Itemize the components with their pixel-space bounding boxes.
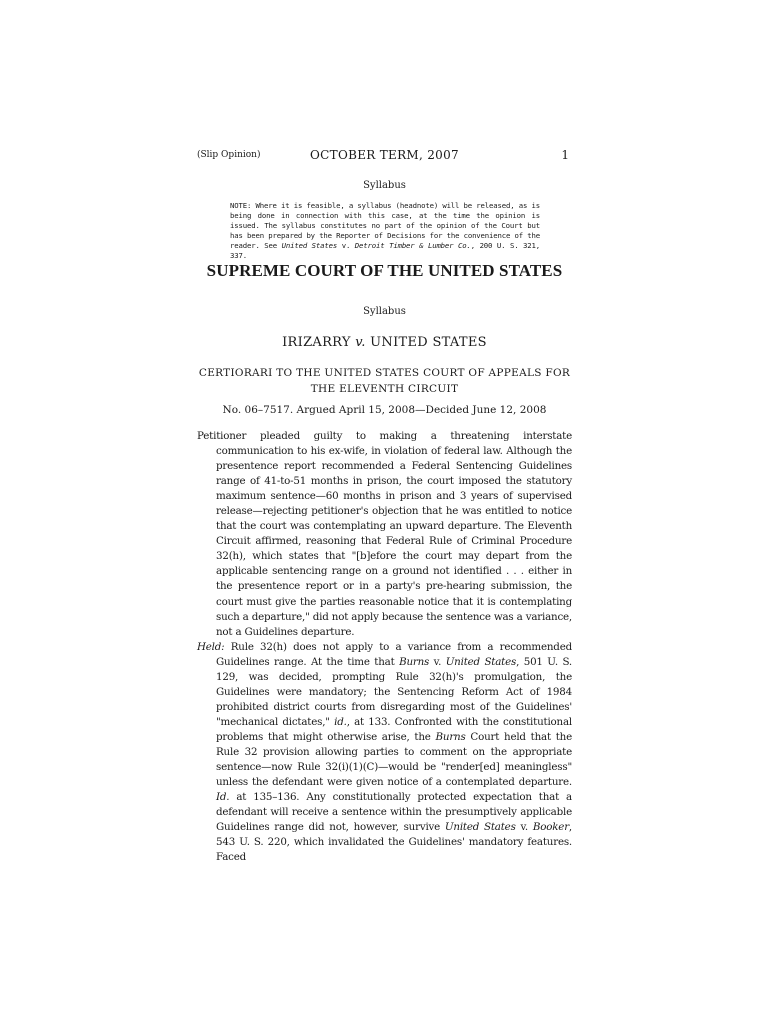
citation-id: id. <box>334 715 347 728</box>
term-label: OCTOBER TERM, 2007 <box>310 148 459 162</box>
held-text: v. <box>515 821 533 834</box>
certiorari-line-1: CERTIORARI TO THE UNITED STATES COURT OF APPEALS FOR <box>198 367 571 379</box>
case-caption <box>197 335 572 350</box>
court-title: SUPREME COURT OF THE UNITED STATES <box>206 261 563 280</box>
note-cite-party-1: United States <box>281 241 338 250</box>
case-respondent: UNITED STATES <box>370 335 487 350</box>
case-versus: v. <box>355 335 366 350</box>
holding-paragraph <box>197 640 572 866</box>
held-text: v. <box>429 655 446 668</box>
page-number: 1 <box>561 148 569 162</box>
slip-opinion-label: (Slip Opinion) <box>197 150 261 160</box>
note-cite-party-2: Detroit Timber & Lumber Co. <box>354 241 471 250</box>
certiorari-line-2: THE ELEVENTH CIRCUIT <box>310 383 459 395</box>
case-name-united-states: United States <box>445 655 517 668</box>
case-petitioner: IRIZARRY <box>282 335 351 350</box>
note-text: NOTE: Where it is feasible, a syllabus (headnote) will be released, as is being done in connection with this case, at the time the opinion is issued. The syllabus constitutes no part of the opinion of the Court but has been prepared by the Reporter of Decisions for the convenience of the reader. See <box>230 201 540 250</box>
case-name-booker: Booker <box>532 821 569 834</box>
syllabus-header: Syllabus <box>363 180 406 191</box>
held-text: , at 133. Confronted with the constitutional problems that might otherwise arise, the <box>216 715 572 743</box>
note-cite-v: v. <box>337 241 355 250</box>
held-text: Rule 32(h) does not apply to a variance from a recommended Guidelines range. At the time that <box>216 640 572 668</box>
held-text: Court held that the Rule 32 provision allowing parties to comment on the appropriate sentence—now Rule 32(i)(1)(C)—would be "render[ed] meaningless" unless the defendant were given notice of a contemplated departure. <box>216 730 572 789</box>
reporter-note <box>230 201 540 261</box>
case-name-united-states: United States <box>444 821 516 834</box>
held-text: , 543 U. S. 220, which invalidated the Guidelines' mandatory features. Faced <box>216 821 572 864</box>
running-header <box>197 148 572 164</box>
case-name-burns: Burns <box>399 655 430 668</box>
held-text: , 501 U. S. 129, was decided, prompting Rule 32(h)'s promulgation, the Guidelines were mandatory; the Sentencing Reform Act of 1984 prohibited district courts from disregarding most of the Guidelines' "mechanical dictates," <box>216 655 573 728</box>
case-name-burns: Burns <box>435 730 466 743</box>
certiorari-statement <box>197 365 572 397</box>
docket-line: No. 06–7517. Argued April 15, 2008—Decided June 12, 2008 <box>222 404 547 416</box>
syllabus-body <box>197 429 572 865</box>
syllabus-subheading: Syllabus <box>363 306 406 317</box>
note-cite-reporter: , 200 U. S. 321, 337. <box>230 241 540 260</box>
held-label: Held: <box>197 640 225 653</box>
held-text: at 135–136. Any constitutionally protected expectation that a defendant will receive a sentence within the presumptively applicable Guidelines range did not, however, survive <box>216 791 572 834</box>
facts-paragraph: Petitioner pleaded guilty to making a threatening interstate communication to his ex-wife, in violation of federal law. Although the presentence report recommended a Federal Sentencing Guidelines range of 41-to-51 months in prison, the court imposed the statutory maximum sentence—60 months in prison and 3 years of supervised release—rejecting petitioner's objection that he was entitled to notice that the court was contemplating an upward departure. The Eleventh Circuit affirmed, reasoning that Federal Rule of Criminal Procedure 32(h), which states that "[b]efore the court may depart from the applicable sentencing range on a ground not identified . . . either in the presentence report or in a party's pre-hearing submission, the court must give the parties reasonable notice that it is contemplating such a departure," did not apply because the sentence was a variance, not a Guidelines departure. <box>197 430 572 638</box>
citation-id: Id. <box>216 791 230 804</box>
